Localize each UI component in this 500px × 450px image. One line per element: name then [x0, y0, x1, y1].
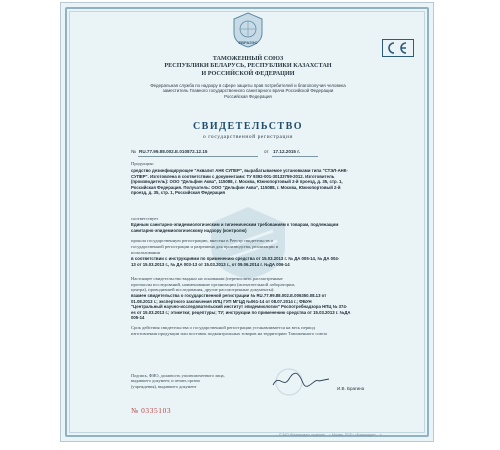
signature-label: Подпись, ФИО, должность уполномоченного лица, выдавшего документ, и печать органа (учреждения), выдавшего документ [131, 373, 225, 389]
issuing-authority: Федеральная служба по надзору в сфере защиты прав потребителей и благополучия человека заместитель Главного государственного санитарного врача Российской Федерации Российская Федерация [150, 83, 346, 99]
certificate-number: RU.77.99.88.002.E.010872.12.15 [139, 149, 208, 154]
basis-text: взамен свидетельства о государственной регистрации № RU.77.99.88.002.E.006350.08.13 от 01.08.2013 г.; экспертного заключения ИЛЦ ГУП МГЦД №061-14 от 08.07.2014 г.; ФБУН "Центральный научно-исследовательский институт эпидемиологии" Роспотребнадзора НПЦ № 374- es от 15.03.2013 г.; этикетки; рецептуры; ТУ; инструкции по применению средства от 15.03.2013 г. №ДА 005-14 [131, 293, 351, 321]
validity-text: Срок действия свидетельства о государственной регистрации устанавливается на весь период изготовления продукции или поставок подконтрольных товаров на территорию Таможенного союза [131, 325, 327, 336]
product-text: средство дезинфицирующее "Аквалит АНК СУПЕР", вырабатываемое установками типа "СТЭЛ-АНК- СУПЕР". Изготовлена в соответствии с документами: ТУ 9392-001-30133759-2012. Изготовитель (производитель): ООО "Дельфин Аква", 115088, г. Москва, Южнопортовый 2-й проезд, д. 35, стр. 1, Российская Федерация. Получатель: ООО "Дельфин Аква", 115088, г. Москва, Южнопортовый 2-й проезд, д. 35, стр. 1, Российская Федерация [131, 168, 348, 196]
certificate-subtitle: о государственной регистрации [203, 134, 293, 140]
compliance-label: соответствует [131, 216, 159, 221]
emblem-text: ЕВРАЗЭС [238, 40, 258, 45]
serial-number: № 0335103 [131, 406, 172, 415]
date-label: от [264, 149, 269, 154]
registration-text: в соответствии с инструкциями по применению средства от 15.03.2013 г. № ДА 005-14, № ДА 004- 13 от 15.03.2013 г., № ДА 003-13 от 15.03.2013 г., от 09.06.2014 г. №ДА 006-14 [131, 256, 340, 267]
product-label: Продукция: [131, 161, 154, 166]
signature-icon [269, 369, 333, 391]
number-label: № [131, 149, 136, 154]
certificate-date: 17.12.2015 г. [273, 149, 300, 154]
compliance-text: Единым санитарно-эпидемиологическим и гигиеническим требованиям к товарам, подлежащим санитарно-эпидемиологическому надзору (контролю) [131, 222, 339, 233]
registration-label: прошла государственную регистрацию, внесена в Реестр свидетельств о государственной регистрации и разрешена для производства, реализации и использования [131, 238, 279, 255]
printer-imprint: © ЗАО «Бланкиздат» лицензия ... г. Москва, 2015 г. «Бланкиздат» ... т. ... [279, 433, 386, 437]
certificate-title: СВИДЕТЕЛЬСТВО [192, 121, 304, 132]
number-underline [138, 156, 258, 157]
signer-name: И.В. Брагина [337, 386, 365, 391]
date-underline [272, 156, 318, 157]
union-title: ТАМОЖЕННЫЙ СОЮЗ РЕСПУБЛИКИ БЕЛАРУСЬ, РЕСПУБЛИКИ КАЗАХСТАН И РОССИЙСКОЙ ФЕДЕРАЦИИ [164, 55, 332, 77]
ce-conformity-logo-icon [382, 39, 414, 57]
certificate-sheet [60, 2, 434, 442]
eurasec-emblem-icon [228, 11, 268, 49]
basis-label: Настоящее свидетельство выдано на основании (перечислить рассмотренные протоколы исследований, наименование организации (испытательной лаборатории, центра), проводившей исследования, другие рассмотренные документы): [131, 276, 296, 293]
